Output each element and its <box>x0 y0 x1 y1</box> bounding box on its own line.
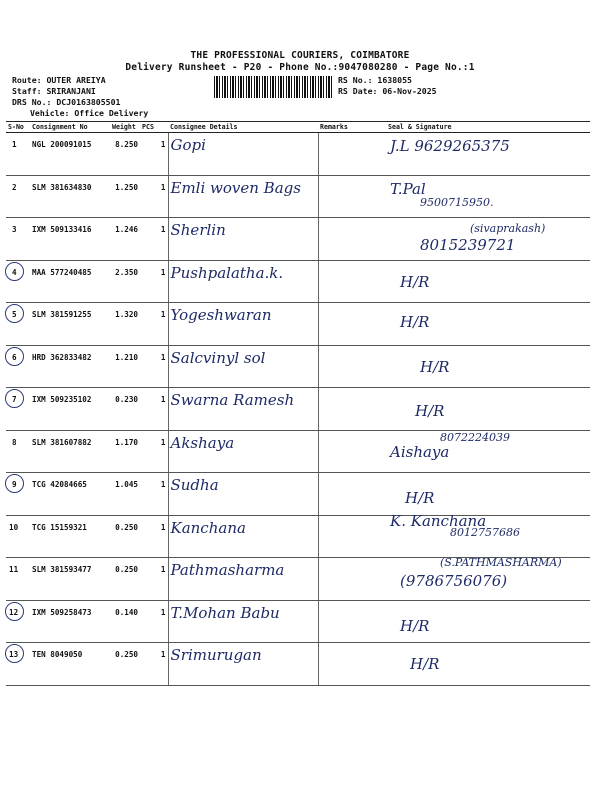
consignee-name: T.Mohan Babu <box>170 603 280 622</box>
signature-cell <box>360 511 590 558</box>
handwritten-signature <box>360 261 590 303</box>
signature-cell <box>360 260 590 303</box>
signature-cell <box>360 600 590 643</box>
col-weight: Weight <box>110 122 140 133</box>
runsheet-title: Delivery Runsheet - P20 - Phone No.:9047080280 - Page No.:1 <box>125 62 475 73</box>
signature-text: H/R <box>405 489 435 507</box>
consignee-cell <box>168 643 318 686</box>
remarks-cell <box>318 133 360 176</box>
remarks-cell <box>318 218 360 261</box>
remarks-cell <box>318 303 360 346</box>
consignee-name: Gopi <box>170 136 206 154</box>
pcs: 1 <box>140 430 168 473</box>
consignment-no: IXM 509258473 <box>30 600 110 643</box>
sno-label: 3 <box>12 225 17 234</box>
weight: 8.250 <box>110 133 140 176</box>
table-header-row <box>6 122 590 133</box>
sno-cell <box>6 558 30 601</box>
col-signature: Seal & Signature <box>360 122 590 133</box>
remarks-cell <box>318 558 360 601</box>
pcs: 1 <box>140 345 168 388</box>
sno-cell <box>6 643 30 686</box>
consignee-name: Sherlin <box>170 221 226 239</box>
sno-cell <box>6 345 30 388</box>
sno-label: 2 <box>12 182 17 192</box>
weight: 0.230 <box>110 388 140 431</box>
pcs: 1 <box>140 515 168 558</box>
signature-note: (sivaprakash) <box>470 222 546 235</box>
consignment-no: IXM 509235102 <box>30 388 110 431</box>
consignee-name: Salcvinyl sol <box>170 348 266 367</box>
sno-cell <box>6 260 30 303</box>
consignment-no: SLM 381607882 <box>30 430 110 473</box>
remarks-cell <box>318 388 360 431</box>
consignee-name: Yogeshwaran <box>170 306 272 324</box>
weight: 1.320 <box>110 303 140 346</box>
weight: 1.210 <box>110 345 140 388</box>
consignee-cell <box>168 303 318 346</box>
col-pcs: PCS <box>140 122 168 133</box>
handwritten-signature <box>360 601 590 643</box>
consignee-name: Pathmasharma <box>170 561 285 579</box>
sno-cell <box>6 600 30 643</box>
signature-text: (9786756076) <box>400 572 508 590</box>
sno-label: 11 <box>9 565 19 574</box>
signature-text: H/R <box>400 313 430 331</box>
consignee-name: Pushpalatha.k. <box>170 263 284 282</box>
sno-label: 7 <box>12 395 17 404</box>
table-row <box>6 430 590 473</box>
handwritten-signature <box>360 346 590 388</box>
consignee-cell <box>168 218 318 261</box>
table-row <box>6 260 590 303</box>
signature-cell <box>360 558 590 601</box>
barcode <box>214 76 334 98</box>
pcs: 1 <box>140 260 168 303</box>
signature-cell <box>360 218 590 261</box>
signature-cell <box>360 643 590 686</box>
rs-date: RS Date: 06-Nov-2025 <box>338 86 437 96</box>
pcs: 1 <box>140 175 168 218</box>
consignee-name: Akshaya <box>170 433 235 452</box>
weight: 0.250 <box>110 558 140 601</box>
remarks-cell <box>318 430 360 473</box>
pcs: 1 <box>140 388 168 431</box>
drs-number: DRS No.: DCJ0163805501 <box>12 97 121 107</box>
table-row <box>6 345 590 388</box>
signature-text: H/R <box>410 655 440 673</box>
route-label: Route: OUTER AREIYA <box>12 75 106 85</box>
signature-cell <box>360 133 590 176</box>
table-row <box>6 218 590 261</box>
rs-number: RS No.: 1638055 <box>338 75 412 85</box>
handwritten-signature <box>360 431 590 473</box>
consignee-name: Swarna Ramesh <box>170 391 295 409</box>
consignee-name: Emli woven Bags <box>170 178 301 197</box>
table-row <box>6 558 590 601</box>
pcs: 1 <box>140 600 168 643</box>
signature-cell <box>360 388 590 431</box>
sno-cell <box>6 218 30 261</box>
pcs: 1 <box>140 558 168 601</box>
signature-cell <box>360 430 590 473</box>
table-row <box>6 175 590 218</box>
consignment-no: SLM 381593477 <box>30 558 110 601</box>
consignment-no: HRD 362833482 <box>30 345 110 388</box>
signature-text: H/R <box>420 357 450 376</box>
remarks-cell <box>318 515 360 558</box>
sno-label: 1 <box>12 140 17 149</box>
weight: 0.140 <box>110 600 140 643</box>
pcs: 1 <box>140 643 168 686</box>
handwritten-signature <box>360 388 590 430</box>
sno-label: 10 <box>9 522 19 532</box>
signature-cell <box>360 345 590 388</box>
signature-text: J.L 9629265375 <box>390 137 510 155</box>
handwritten-signature <box>360 558 590 600</box>
remarks-cell <box>318 643 360 686</box>
consignee-cell <box>168 558 318 601</box>
weight: 1.246 <box>110 218 140 261</box>
handwritten-signature <box>360 473 590 515</box>
signature-text: T.Pal <box>390 179 426 198</box>
consignee-cell <box>168 133 318 176</box>
signature-text: 8015239721 <box>420 236 516 254</box>
consignment-no: TEN 8049050 <box>30 643 110 686</box>
consignee-cell <box>168 175 318 218</box>
vehicle-label: Vehicle: Office Delivery <box>30 108 149 118</box>
signature-text: H/R <box>415 402 445 420</box>
sno-cell <box>6 303 30 346</box>
signature-cell <box>360 175 590 218</box>
handwritten-signature <box>360 218 590 260</box>
remarks-cell <box>318 175 360 218</box>
consignment-no: TCG 42084665 <box>30 473 110 516</box>
consignment-no: IXM 509133416 <box>30 218 110 261</box>
consignee-cell <box>168 515 318 558</box>
col-consignment: Consignment No <box>30 122 110 133</box>
signature-note: (S.PATHMASHARMA) <box>440 556 562 569</box>
col-remarks: Remarks <box>318 122 360 133</box>
consignment-no: NGL 200091015 <box>30 133 110 176</box>
consignment-no: TCG 15159321 <box>30 515 110 558</box>
weight: 1.250 <box>110 175 140 218</box>
sno-cell <box>6 388 30 431</box>
table-row <box>6 600 590 643</box>
table-row <box>6 133 590 176</box>
weight: 1.045 <box>110 473 140 516</box>
weight: 2.350 <box>110 260 140 303</box>
staff-label: Staff: SRIRANJANI <box>12 86 96 96</box>
handwritten-signature <box>360 643 590 685</box>
sno-cell <box>6 515 30 558</box>
weight: 1.170 <box>110 430 140 473</box>
consignee-cell <box>168 430 318 473</box>
signature-text: H/R <box>400 616 430 635</box>
weight: 0.250 <box>110 643 140 686</box>
sno-cell <box>6 133 30 176</box>
signature-text: H/R <box>400 272 430 291</box>
pcs: 1 <box>140 218 168 261</box>
sno-label: 9 <box>12 480 17 489</box>
signature-note: 8072224039 <box>440 430 510 444</box>
signature-note: 8012757686 <box>450 525 520 539</box>
handwritten-signature <box>360 133 590 175</box>
signature-text: K. Kanchana <box>390 511 487 530</box>
weight: 0.250 <box>110 515 140 558</box>
table-row <box>6 515 590 558</box>
consignment-no: SLM 381591255 <box>30 303 110 346</box>
table-row <box>6 303 590 346</box>
sno-cell <box>6 473 30 516</box>
consignment-no: MAA 577240485 <box>30 260 110 303</box>
pcs: 1 <box>140 473 168 516</box>
table-row <box>6 473 590 516</box>
consignee-name: Srimurugan <box>170 646 262 664</box>
sno-cell <box>6 175 30 218</box>
table-row <box>6 388 590 431</box>
sno-label: 13 <box>9 650 19 659</box>
consignee-name: Sudha <box>170 476 219 494</box>
handwritten-signature <box>360 303 590 345</box>
consignee-cell <box>168 345 318 388</box>
col-consignee: Consignee Details <box>168 122 318 133</box>
table-row <box>6 643 590 686</box>
consignee-cell <box>168 260 318 303</box>
remarks-cell <box>318 260 360 303</box>
sno-label: 12 <box>9 607 19 617</box>
runsheet-table <box>6 121 590 686</box>
company-name: THE PROFESSIONAL COURIERS, COIMBATORE <box>190 50 410 61</box>
sno-cell <box>6 430 30 473</box>
consignee-cell <box>168 600 318 643</box>
sno-label: 4 <box>12 267 17 277</box>
sno-label: 6 <box>12 352 17 362</box>
signature-text: Aishaya <box>390 442 450 461</box>
sno-label: 8 <box>12 437 17 447</box>
handwritten-signature <box>360 511 590 558</box>
handwritten-signature <box>360 176 590 218</box>
consignment-no: SLM 381634830 <box>30 175 110 218</box>
consignee-name: Kanchana <box>170 518 246 537</box>
consignee-cell <box>168 473 318 516</box>
signature-cell <box>360 303 590 346</box>
consignee-cell <box>168 388 318 431</box>
pcs: 1 <box>140 303 168 346</box>
col-sno: S-No <box>6 122 30 133</box>
remarks-cell <box>318 345 360 388</box>
signature-cell <box>360 473 590 516</box>
remarks-cell <box>318 600 360 643</box>
sno-label: 5 <box>12 310 17 319</box>
signature-note: 9500715950. <box>420 195 494 209</box>
pcs: 1 <box>140 133 168 176</box>
remarks-cell <box>318 473 360 516</box>
